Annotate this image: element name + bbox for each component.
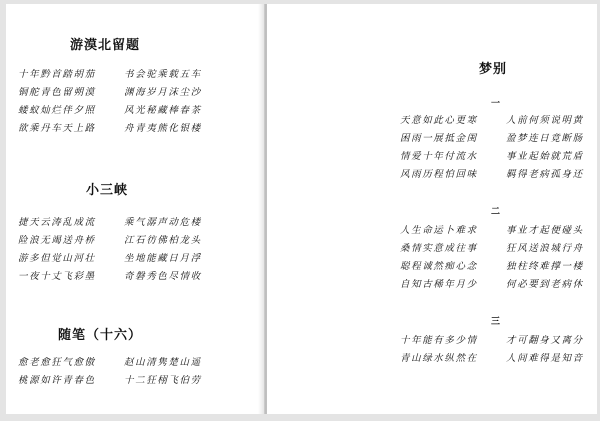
poem-line: 一夜十丈飞彩墨 bbox=[18, 271, 96, 282]
poem-line: 江石彷佛柏龙头 bbox=[124, 235, 202, 246]
poem-line: 铜舵青色留朔漠 bbox=[18, 87, 96, 98]
section-number: 一 bbox=[491, 99, 501, 109]
poem-line: 十年黔首踏胡茄 bbox=[18, 69, 96, 80]
poem-line: 十年能有多少情 bbox=[400, 335, 478, 346]
poem-line: 坐地能藏日月浮 bbox=[124, 253, 202, 264]
poem-line: 游多但觉山河壮 bbox=[18, 253, 96, 264]
poem-line: 盈梦连日竟断肠 bbox=[506, 133, 584, 144]
poem-line: 桃源如许青春色 bbox=[18, 375, 96, 386]
poem-line: 蝼蚁灿烂伴夕照 bbox=[18, 105, 96, 116]
poem-line: 舟青夷熊化银楼 bbox=[124, 123, 202, 134]
poem-line: 事业才起便碰头 bbox=[506, 225, 584, 236]
poem-line: 奇磐秀色尽情收 bbox=[124, 271, 202, 282]
poem-line: 渊海岁月沫尘沙 bbox=[124, 87, 202, 98]
poem-line: 天意如此心更寒 bbox=[400, 115, 478, 126]
poem-line: 羁得老病孤身还 bbox=[506, 169, 584, 180]
poem-line: 自知古稀年月少 bbox=[400, 279, 478, 290]
poem-line: 狂风送浪城行舟 bbox=[506, 243, 584, 254]
poem-title: 随笔（十六） bbox=[58, 328, 143, 343]
poem-line: 困雨一展抵金闺 bbox=[400, 133, 478, 144]
poem-line: 愈老愈狂气愈傲 bbox=[18, 357, 96, 368]
poem-line: 捷天云涛乱成流 bbox=[18, 217, 96, 228]
right-page bbox=[267, 4, 597, 414]
poem-line: 人前何须说明黄 bbox=[506, 115, 584, 126]
poem-title: 游漠北留题 bbox=[70, 38, 141, 53]
poem-line: 情爱十年付流水 bbox=[400, 151, 478, 162]
poem-line: 欲乘丹车天上路 bbox=[18, 123, 96, 134]
poem-line: 十二狂栩飞伯劳 bbox=[124, 375, 202, 386]
poem-line: 风光秘藏棒春茶 bbox=[124, 105, 202, 116]
poem-line: 独柱终难撑一楼 bbox=[506, 261, 584, 272]
poem-line: 乘气潺声动危楼 bbox=[124, 217, 202, 228]
section-number: 三 bbox=[491, 317, 501, 327]
poem-line: 聪程诚然痴心念 bbox=[400, 261, 478, 272]
poem-line: 险浪无竭送舟桥 bbox=[18, 235, 96, 246]
poem-line: 赵山清隽楚山遥 bbox=[124, 357, 202, 368]
poem-line: 才可翻身又离分 bbox=[506, 335, 584, 346]
poem-line: 青山绿水纵然在 bbox=[400, 353, 478, 364]
poem-line: 何必要到老病休 bbox=[506, 279, 584, 290]
section-number: 二 bbox=[491, 207, 501, 217]
poem-title: 梦别 bbox=[479, 62, 508, 77]
poem-line: 桑情实意成往事 bbox=[400, 243, 478, 254]
poem-title: 小三峡 bbox=[86, 183, 129, 198]
left-page bbox=[6, 4, 264, 414]
poem-line: 人生命运卜难求 bbox=[400, 225, 478, 236]
poem-line: 风雨历程怕回味 bbox=[400, 169, 478, 180]
poem-line: 人间难得是知音 bbox=[506, 353, 584, 364]
poem-line: 事业起始就荒盾 bbox=[506, 151, 584, 162]
poem-line: 书会驼乘载五车 bbox=[124, 69, 202, 80]
